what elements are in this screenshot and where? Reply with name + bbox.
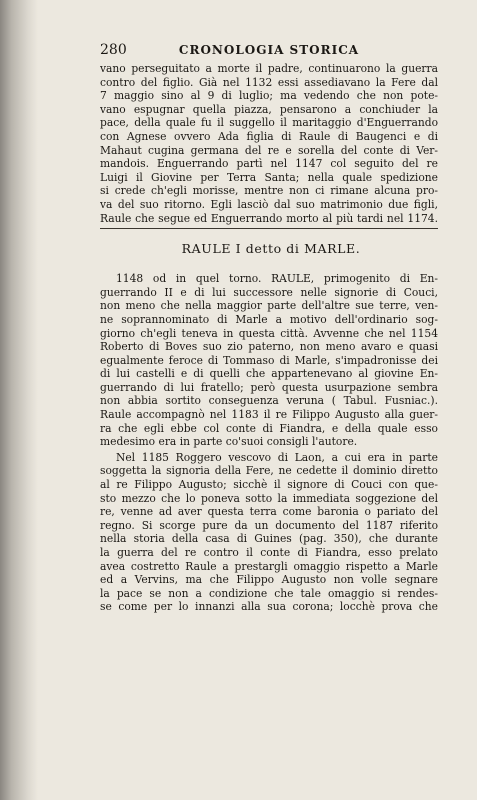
text-line: egualmente feroce di Tommaso di Marle, s'impadronisse dei <box>100 353 438 367</box>
section-rule <box>100 228 438 229</box>
running-head <box>100 42 438 62</box>
text-line: vano perseguitato a morte il padre, continuarono la guerra <box>100 62 438 75</box>
text-line: di lui castelli e di quelli che appartenevano al giovine En- <box>100 367 438 381</box>
text-line: soggetta la signoria della Fere, ne cedette il dominio diretto <box>100 464 438 478</box>
text-line: Raule accompagnò nel 1183 il re Filippo Augusto alla guer- <box>100 408 438 422</box>
text-line: al re Filippo Augusto; sicchè il signore di Couci con que- <box>100 478 438 492</box>
text-line: re, venne ad aver questa terra come baronia o pariato del <box>100 505 438 519</box>
text-line: non meno che nella maggior parte dell'altre sue terre, ven- <box>100 299 438 313</box>
text-line: Nel 1185 Roggero vescovo di Laon, a cui era in parte <box>116 450 438 464</box>
text-line: nella storia della casa di Guines (pag. 350), che durante <box>100 532 438 546</box>
text-line: guerrando di lui fratello; però questa usurpazione sembra <box>100 380 438 394</box>
text-line: non abbia sortito conseguenza veruna ( Tabul. Fusniac.). <box>100 394 438 408</box>
running-title: CRONOLOGIA STORICA <box>178 43 360 57</box>
page-number: 280 <box>100 42 127 58</box>
text-line: Mahaut cugina germana del re e sorella del conte di Ver- <box>100 143 438 157</box>
text-line: Luigi il Giovine per Terra Santa; nella quale spedizione <box>100 170 438 184</box>
text-line: va del suo ritorno. Egli lasciò dal suo matrimonio due figli, <box>100 197 438 211</box>
book-page <box>100 42 438 614</box>
text-line: regno. Si scorge pure da un documento del 1187 riferito <box>100 518 438 532</box>
text-line: giorno ch'egli teneva in questa città. Avvenne che nel 1154 <box>100 326 438 340</box>
binding-shadow <box>0 0 38 800</box>
text-line: vano espugnar quella piazza, pensarono a conchiuder la <box>100 102 438 116</box>
text-line: con Agnese ovvero Ada figlia di Raule di Baugenci e di <box>100 129 438 143</box>
text-line: se come per lo innanzi alla sua corona; locchè prova che <box>100 600 438 614</box>
text-line: Raule che segue ed Enguerrando morto al più tardi nel 1174. <box>100 211 438 225</box>
text-line: ne soprannominato di Marle a motivo dell'ordinario sog- <box>100 312 438 326</box>
text-line: mandois. Enguerrando partì nel 1147 col seguito del re <box>100 157 438 171</box>
text-line: 7 maggio sino al 9 di luglio; ma vedendo che non pote- <box>100 89 438 103</box>
text-line: avea costretto Raule a prestargli omaggio rispetto a Marle <box>100 559 438 573</box>
text-line: 1148 od in quel torno. RAULE, primogenito di En- <box>116 272 438 286</box>
text-line: si crede ch'egli morisse, mentre non ci rimane alcuna pro- <box>100 184 438 198</box>
paragraph-2 <box>100 451 438 614</box>
text-line: sto mezzo che lo poneva sotto la immediata soggezione del <box>100 491 438 505</box>
text-line: Roberto di Boves suo zio paterno, non meno avaro e quasi <box>100 340 438 354</box>
text-line: pace, della quale fu il suggello il maritaggio d'Enguerrando <box>100 116 438 130</box>
text-line: ra che egli ebbe col conte di Fiandra, e della quale esso <box>100 421 438 435</box>
text-line: medesimo era in parte co'suoi consigli l'autore. <box>100 435 358 449</box>
top-block <box>100 62 438 229</box>
text-line: ed a Vervins, ma che Filippo Augusto non volle segnare <box>100 573 438 587</box>
text-line: contro del figlio. Già nel 1132 essi assediavano la Fere dal <box>100 75 438 89</box>
text-line: guerrando II e di lui successore nelle signorie di Couci, <box>100 285 438 299</box>
text-line: la guerra del re contro il conte di Fiandra, esso prelato <box>100 546 438 559</box>
text-line: la pace se non a condizione che tale omaggio si rendes- <box>100 586 438 600</box>
paragraph-1 <box>100 272 438 449</box>
section-heading: RAULE I detto di MARLE. <box>181 241 361 257</box>
